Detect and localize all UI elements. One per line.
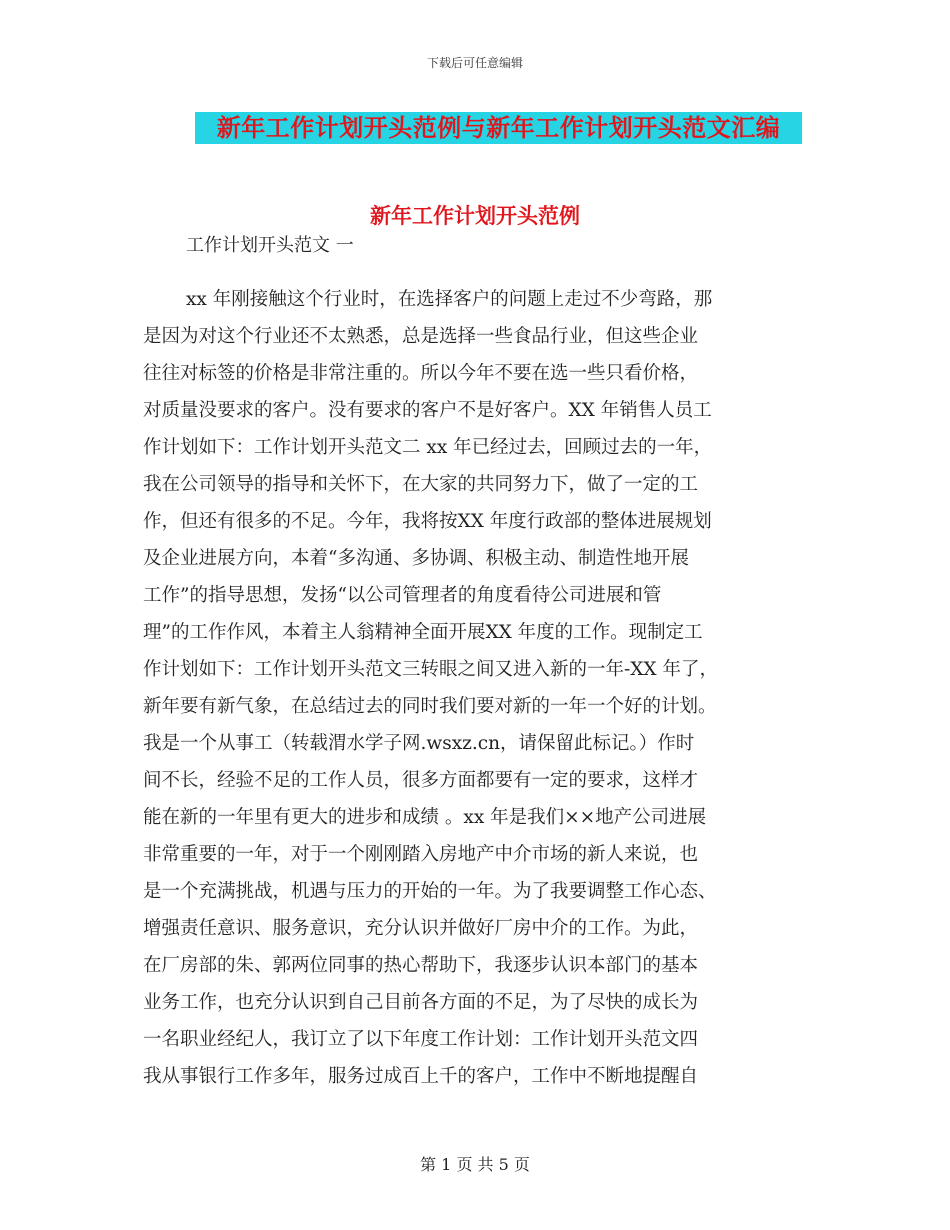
body-line: 间不长，经验不足的工作人员，很多方面都要有一定的要求，这样才 bbox=[143, 770, 699, 791]
body-line: 能在新的一年里有更大的进步和成绩 。xx 年是我们××地产公司进展 bbox=[143, 807, 707, 828]
body-line: 非常重要的一年，对于一个刚刚踏入房地产中介市场的新人来说，也 bbox=[143, 844, 699, 865]
body-line: 理”的工作作风，本着主人翁精神全面开展XX 年度的工作。现制定工 bbox=[143, 622, 703, 643]
body-line: xx 年刚接触这个行业时，在选择客户的问题上走过不少弯路，那 bbox=[186, 289, 713, 310]
body-line: 作，但还有很多的不足。今年，我将按XX 年度行政部的整体进展规划 bbox=[143, 511, 712, 532]
body-line: 我在公司领导的指导和关怀下，在大家的共同努力下，做了一定的工 bbox=[143, 474, 699, 495]
body-line: 是因为对这个行业还不太熟悉，总是选择一些食品行业，但这些企业 bbox=[143, 326, 699, 347]
body-line: 一名职业经纪人，我订立了以下年度工作计划：工作计划开头范文四 bbox=[143, 1029, 699, 1050]
body-line: 对质量没要求的客户。没有要求的客户不是好客户。XX 年销售人员工 bbox=[143, 400, 712, 421]
document-title: 新年工作计划开头范例与新年工作计划开头范文汇编 bbox=[195, 112, 802, 144]
page-header-note: 下载后可任意编辑 bbox=[426, 56, 523, 70]
body-line: 往往对标签的价格是非常注重的。所以今年不要在选一些只看价格， bbox=[143, 363, 699, 384]
sub-heading: 工作计划开头范文 一 bbox=[186, 235, 354, 256]
body-line: 及企业进展方向，本着“多沟通、多协调、积极主动、制造性地开展 bbox=[143, 548, 689, 569]
body-line: 作计划如下：工作计划开头范文二 xx 年已经过去，回顾过去的一年， bbox=[143, 437, 713, 458]
body-line: 工作”的指导思想，发扬“以公司管理者的角度看待公司进展和管 bbox=[143, 585, 662, 606]
page-footer: 第 1 页 共 5 页 bbox=[420, 1155, 530, 1174]
body-line: 新年要有新气象，在总结过去的同时我们要对新的一年一个好的计划。 bbox=[143, 696, 717, 717]
body-line: 业务工作，也充分认识到自己目前各方面的不足，为了尽快的成长为 bbox=[143, 992, 699, 1013]
body-line: 作计划如下：工作计划开头范文三转眼之间又进入新的一年-XX 年了， bbox=[143, 659, 718, 680]
body-line: 增强责任意识、服务意识，充分认识并做好厂房中介的工作。为此， bbox=[143, 918, 699, 939]
body-line: 是一个充满挑战，机遇与压力的开始的一年。为了我要调整工作心态、 bbox=[143, 881, 717, 902]
body-line: 我是一个从事工（转载渭水学子网.wsxz.cn，请保留此标记。）作时 bbox=[143, 733, 695, 754]
body-line: 我从事银行工作多年，服务过成百上千的客户，工作中不断地提醒自 bbox=[143, 1066, 699, 1087]
section-title: 新年工作计划开头范例 bbox=[370, 203, 580, 228]
body-line: 在厂房部的朱、郭两位同事的热心帮助下，我逐步认识本部门的基本 bbox=[143, 955, 699, 976]
